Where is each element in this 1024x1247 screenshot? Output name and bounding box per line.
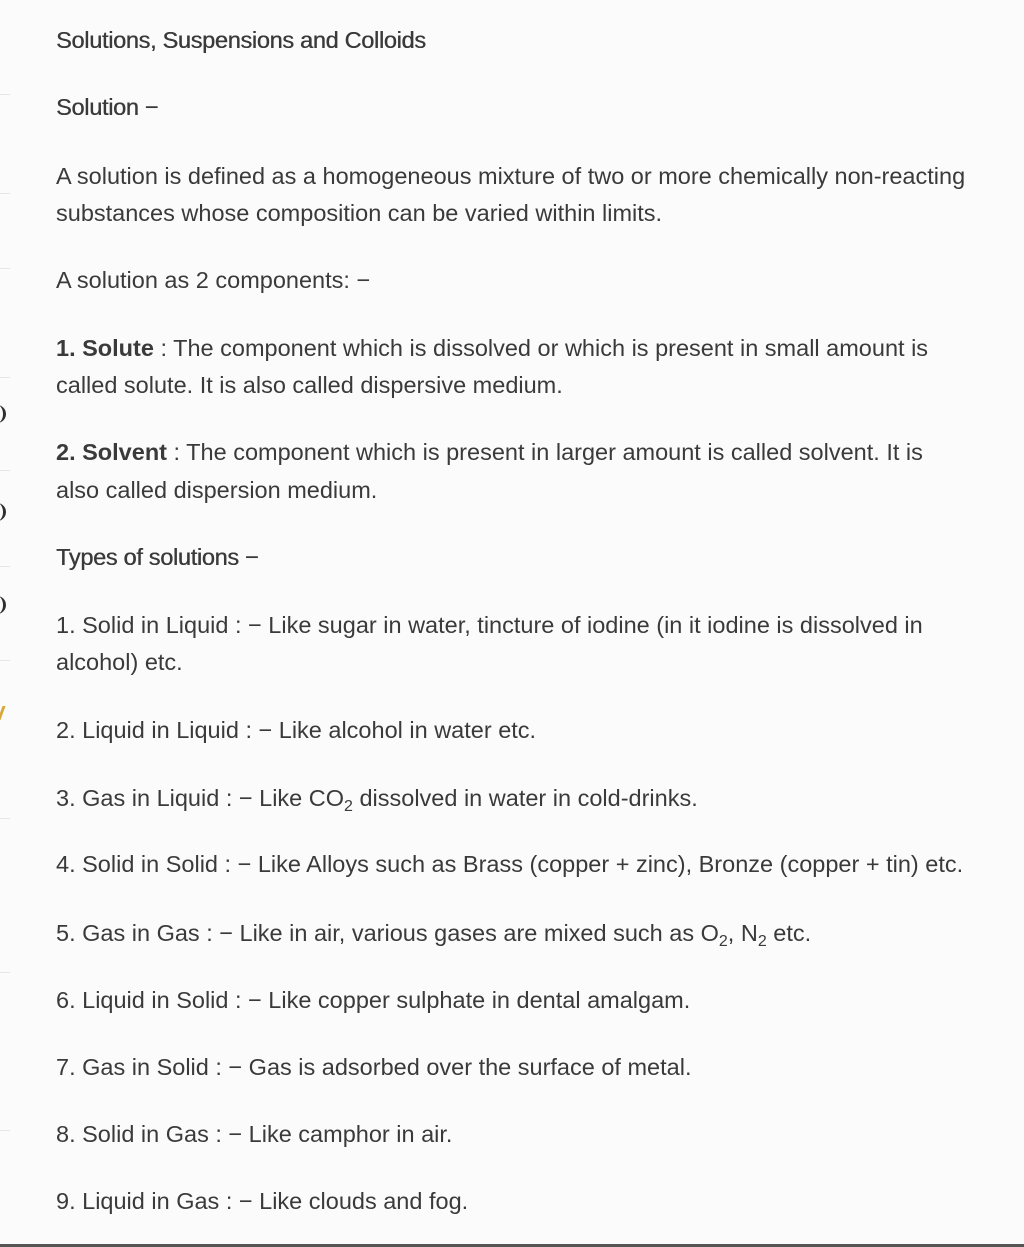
list-item: 7. Gas in Solid : − Gas is adsorbed over the surface of metal.: [56, 1054, 692, 1080]
list-item: 6. Liquid in Solid : − Like copper sulphate in dental amalgam.: [56, 987, 691, 1013]
edge-mark: [0, 470, 10, 471]
definition-line-1: A solution is defined as a homogeneous mixture of two or more chemically non-reacting: [56, 163, 966, 189]
solute-line-1: [56, 330, 928, 367]
edge-mark: [0, 193, 10, 194]
list-item-continued: alcohol) etc.: [56, 649, 183, 675]
solvent-line-1: [56, 434, 923, 471]
list-item: 8. Solid in Gas : − Like camphor in air.: [56, 1121, 453, 1147]
edge-mark: [0, 660, 10, 661]
solute-label: 1. Solute: [56, 335, 154, 361]
edge-mark: [0, 566, 10, 567]
list-item: 1. Solid in Liquid : − Like sugar in water, tincture of iodine (in it iodine is dissolved in: [56, 612, 923, 638]
edge-mark: [0, 818, 10, 819]
subscript: 2: [718, 933, 728, 950]
types-heading: Types of solutions −: [56, 544, 259, 570]
solution-heading: Solution −: [56, 94, 159, 120]
list-item: 9. Liquid in Gas : − Like clouds and fog.: [56, 1188, 469, 1214]
definition-line-2: substances whose composition can be varied within limits.: [56, 200, 663, 226]
solvent-text: : The component which is present in larger amount is called solvent. It is: [167, 439, 923, 465]
solute-text: : The component which is dissolved or which is present in small amount is: [153, 335, 929, 361]
edge-mark: [0, 1130, 10, 1131]
edge-mark: [0, 377, 10, 378]
list-item: 4. Solid in Solid : − Like Alloys such as Brass (copper + zinc), Bronze (copper + tin) etc.: [56, 851, 964, 877]
components-intro: A solution as 2 components: −: [56, 267, 371, 293]
solvent-label: 2. Solvent: [56, 439, 168, 465]
list-item-text: , N: [727, 920, 758, 946]
edge-arc: [0, 596, 6, 614]
list-item-text: etc.: [766, 920, 812, 946]
subscript: 2: [344, 798, 353, 815]
list-item: 2. Liquid in Liquid : − Like alcohol in water etc.: [56, 717, 537, 743]
list-item-text: dissolved in water in cold-drinks.: [352, 785, 698, 811]
edge-mark: [0, 268, 10, 269]
list-item-text: 5. Gas in Gas : − Like in air, various gases are mixed such as O: [56, 920, 719, 946]
edge-mark: [0, 94, 10, 95]
edge-arc: [0, 503, 6, 521]
edge-mark: [0, 972, 10, 973]
list-item: [56, 780, 698, 817]
edge-slash: [0, 706, 6, 720]
solute-line-2: called solute. It is also called dispersive medium.: [56, 372, 563, 398]
page-title: Solutions, Suspensions and Colloids: [56, 27, 426, 53]
solvent-line-2: also called dispersion medium.: [56, 477, 378, 503]
list-item: [56, 915, 811, 952]
subscript: 2: [757, 933, 767, 950]
edge-arc: [0, 405, 6, 423]
list-item-text: 3. Gas in Liquid : − Like CO: [56, 785, 345, 811]
